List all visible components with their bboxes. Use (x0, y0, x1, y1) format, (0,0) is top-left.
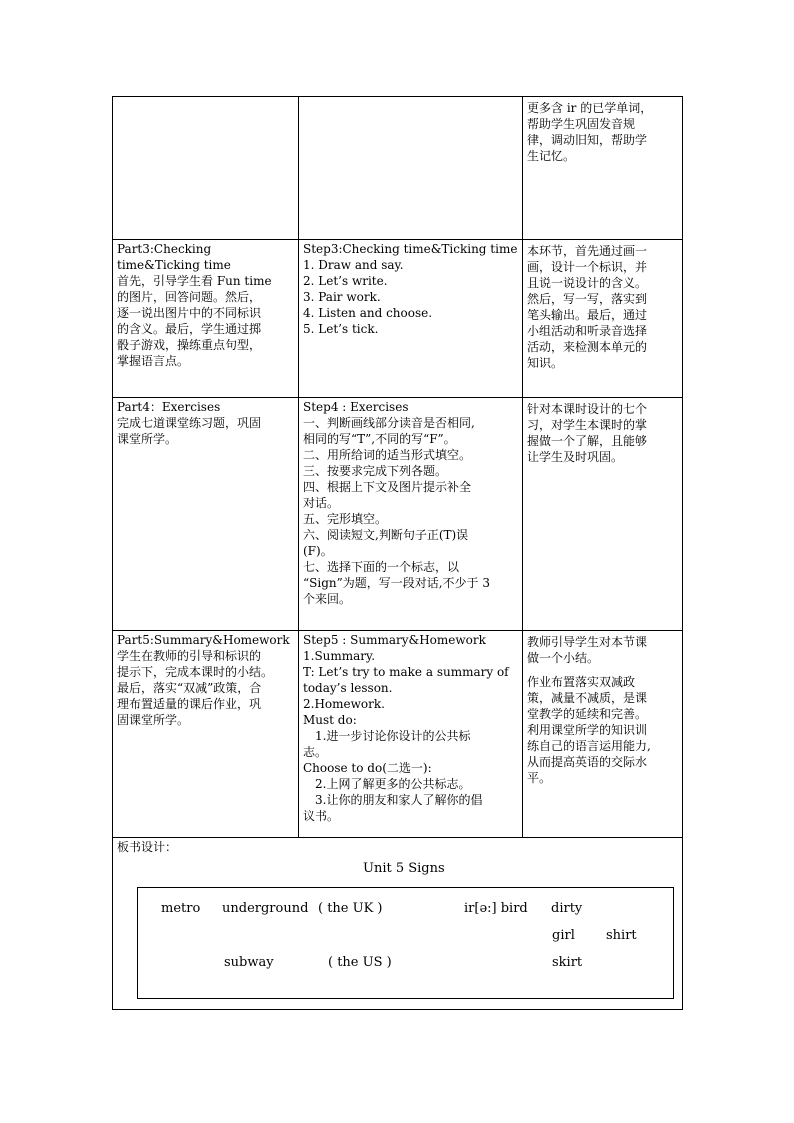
step-item: 志。 (303, 745, 328, 759)
part-text-line: 骰子游戏，操练重点句型， (117, 338, 262, 352)
table-cell (299, 631, 523, 838)
reason-line: 练自己的语言运用能力, (527, 739, 651, 753)
table-cell (299, 398, 523, 631)
reason-line: 堂教学的延续和完善。 (527, 707, 648, 721)
table-row (113, 631, 683, 838)
step-item: 1.Summary. (303, 649, 376, 663)
step-item: 一、判断画线部分读音是否相同, (303, 416, 475, 430)
step-item: 四、根据上下文及图片提示补全 (303, 480, 472, 494)
step-item: 1. Draw and say. (303, 258, 404, 272)
part-text-line: 提示下，完成本课时的小结。 (117, 665, 274, 679)
reason-line: 然后，写一写，落实到 (527, 292, 648, 306)
blackboard-design-cell (113, 838, 683, 1010)
part-text-line: 理布置适量的课后作业，巩 (117, 697, 262, 711)
table-cell (113, 240, 299, 398)
step-item: 3. Pair work. (303, 290, 381, 304)
step-item: 相同的写“T”,不同的写“F”。 (303, 432, 456, 446)
reason-line: 活动，来检测本单元的 (527, 340, 648, 354)
table-cell (299, 97, 523, 240)
reason-line: 笔头输出。最后，通过 (527, 308, 648, 322)
reason-line: 本环节，首先通过画一 (527, 244, 648, 258)
reason-line: 策，减量不减质，是课 (527, 691, 648, 705)
reason-line: 且说一说设计的含义。 (527, 276, 648, 290)
reason-line: 更多含 ir 的已学单词， (527, 101, 653, 115)
part-text-line: 学生在教师的引导和标识的 (117, 649, 262, 663)
step-item: 个来回。 (303, 592, 352, 606)
step-item: 七、选择下面的一个标志，以 (303, 560, 460, 574)
part-text-line: 掌握语言点。 (117, 354, 190, 368)
table-row (113, 398, 683, 631)
table-cell (523, 240, 683, 398)
table-cell (113, 398, 299, 631)
part-title: Part3:Checking time&Ticking time (117, 242, 231, 272)
step-item: 五、完形填空。 (303, 512, 388, 526)
reason-line: 画，设计一个标识，并 (527, 260, 648, 274)
step-item: 对话。 (303, 496, 340, 510)
board-word: dirty (551, 901, 583, 916)
board-word: ( the UK ) (318, 901, 383, 916)
part-text-line: 固课堂所学。 (117, 713, 190, 727)
board-title: Unit 5 Signs (363, 861, 445, 876)
board-word: underground (222, 901, 309, 916)
step-item: today’s lesson. (303, 681, 393, 695)
table-row (113, 838, 683, 1010)
step-item: Choose to do(二选一): (303, 761, 432, 775)
step-title: Step5 : Summary&Homework (303, 633, 486, 647)
reason-line: 做一个小结。 (527, 651, 600, 665)
reason-line: 知识。 (527, 356, 564, 370)
board-word: ( the US ) (328, 955, 392, 970)
board-word: subway (224, 955, 274, 970)
part-text-line: 的含义。最后，学生通过掷 (117, 322, 262, 336)
step-item: 5. Let’s tick. (303, 322, 379, 336)
table-cell (523, 97, 683, 240)
step-item: 2.上网了解更多的公共标志。 (315, 777, 471, 791)
part-text-line: 的图片，回答问题。然后， (117, 290, 262, 304)
step-item: 2. Let’s write. (303, 274, 388, 288)
reason-line: 平。 (527, 771, 552, 785)
board-word: girl (552, 928, 575, 943)
step-item: 三、按要求完成下列各题。 (303, 464, 448, 478)
board-word: shirt (606, 928, 637, 943)
spacer (527, 666, 678, 674)
step-title: Step3:Checking time&Ticking time (303, 242, 518, 256)
table-cell (523, 631, 683, 838)
step-item: 3.让你的朋友和家人了解你的倡 (315, 793, 483, 807)
blackboard-label: 板书设计： (117, 840, 178, 854)
part-title: Part4：Exercises (117, 400, 221, 414)
part-text-line: 完成七道课堂练习题，巩固 (117, 416, 262, 430)
reason-line: 作业布置落实双减政 (527, 675, 636, 689)
board-word: metro (161, 901, 201, 916)
step-item: 二、用所给词的适当形式填空。 (303, 448, 472, 462)
reason-line: 生记忆。 (527, 149, 576, 163)
step-item: 议书。 (303, 809, 340, 823)
reason-line: 律，调动旧知，帮助学 (527, 133, 648, 147)
reason-line: 小组活动和听录音选择 (527, 324, 648, 338)
table-cell (113, 631, 299, 838)
reason-line: 习，对学生本课时的掌 (527, 418, 648, 432)
part-text-line: 逐一说出图片中的不同标识 (117, 306, 262, 320)
reason-line: 针对本课时设计的七个 (527, 402, 648, 416)
blackboard-area (117, 839, 678, 1007)
reason-line: 利用课堂所学的知识训 (527, 723, 648, 737)
reason-line: 从而提高英语的交际水 (527, 755, 648, 769)
board-word: ir[ə:] bird (464, 901, 528, 916)
step-title: Step4 : Exercises (303, 400, 409, 414)
reason-line: 让学生及时巩固。 (527, 450, 624, 464)
part-title: Part5:Summary&Homework (117, 633, 290, 647)
lesson-plan-table (112, 96, 683, 1010)
step-item: 4. Listen and choose. (303, 306, 433, 320)
table-row (113, 240, 683, 398)
step-item: (F)。 (303, 544, 333, 558)
part-text-line: 最后，落实“双减”政策，合 (117, 681, 262, 695)
part-text-line: 课堂所学。 (117, 432, 178, 446)
step-item: 2.Homework. (303, 697, 385, 711)
reason-line: 帮助学生巩固发音规 (527, 117, 636, 131)
table-cell (523, 398, 683, 631)
table-cell (113, 97, 299, 240)
reason-line: 教师引导学生对本节课 (527, 635, 648, 649)
step-item: T: Let’s try to make a summary of (303, 665, 509, 679)
table-cell (299, 240, 523, 398)
reason-line: 握做一个了解，且能够 (527, 434, 648, 448)
step-item: 六、阅读短文,判断句子正(T)误 (303, 528, 469, 542)
step-item: 1.进一步讨论你设计的公共标 (315, 729, 471, 743)
board-word: skirt (552, 955, 583, 970)
step-item: Must do: (303, 713, 357, 727)
part-text-line: 首先，引导学生看 Fun time (117, 274, 272, 288)
table-row (113, 97, 683, 240)
step-item: “Sign”为题，写一段对话,不少于 3 (303, 576, 491, 590)
board-box (137, 887, 674, 999)
